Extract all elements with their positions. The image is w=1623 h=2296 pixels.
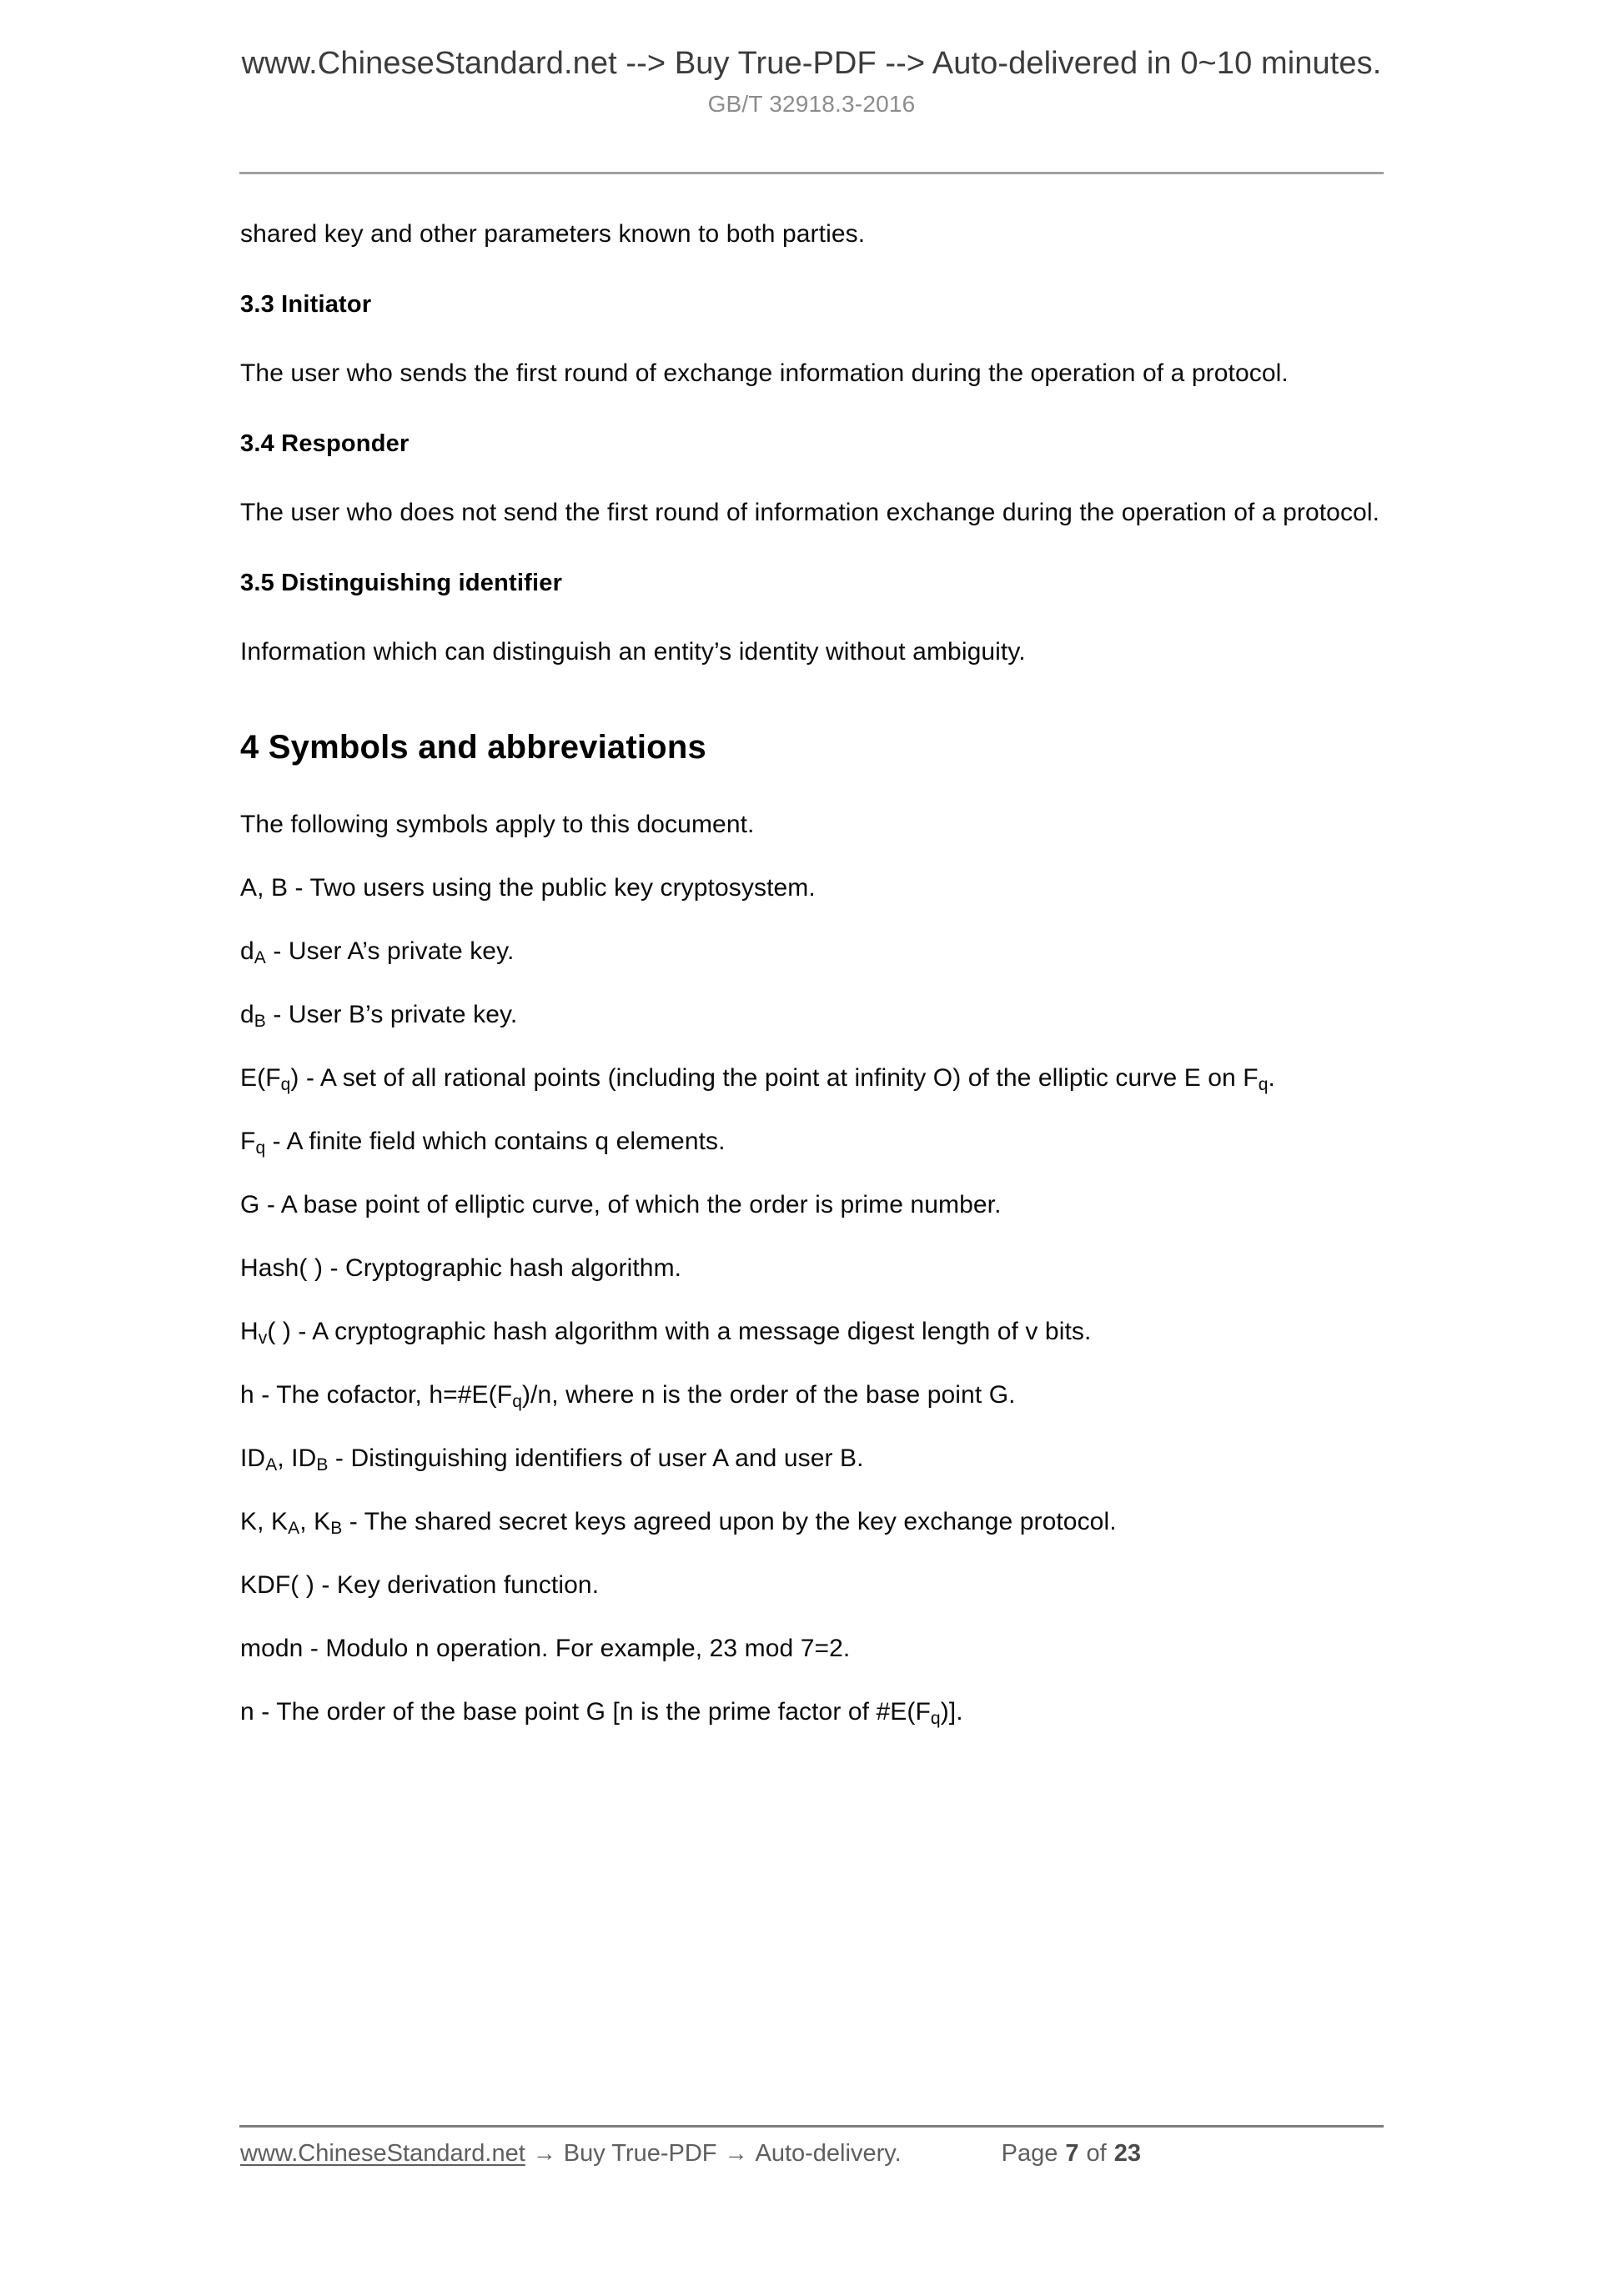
- symbol-text: - User A’s private key.: [265, 937, 515, 965]
- symbol-text: E(F: [240, 1064, 281, 1092]
- continued-paragraph: shared key and other parameters known to both parties.: [240, 220, 866, 248]
- symbol-subscript: q: [512, 1391, 522, 1411]
- section-body-3-4: The user who does not send the first round of information exchange during the operation of a protocol.: [240, 499, 1380, 526]
- spacer: [240, 600, 1383, 633]
- symbol-definition: [240, 1059, 1383, 1097]
- clause-heading-4: 4 Symbols and abbreviations: [240, 729, 706, 766]
- document-body: [240, 215, 1383, 1731]
- spacer: [240, 1667, 1383, 1693]
- symbol-text: , K: [299, 1508, 331, 1535]
- symbol-subscript: B: [330, 1518, 343, 1538]
- header-standard-id: GB/T 32918.3-2016: [707, 91, 916, 117]
- spacer: [240, 1097, 1383, 1123]
- footer-buy-label: Buy True-PDF: [563, 2140, 717, 2167]
- symbol-text: , ID: [277, 1444, 317, 1472]
- spacer: [240, 1350, 1383, 1376]
- page-footer: [240, 2137, 1384, 2170]
- symbol-subscript: B: [254, 1011, 266, 1031]
- header-promo-text: www.ChineseStandard.net --> Buy True-PDF --> Auto-delivered in 0~10 minutes.: [241, 46, 1382, 81]
- symbol-definition: [240, 1439, 1383, 1477]
- footer-site-link[interactable]: www.ChineseStandard.net: [240, 2140, 525, 2167]
- symbol-definition: [240, 1186, 1383, 1223]
- spacer: [240, 843, 1383, 869]
- symbol-text: n - The order of the base point G [n is the prime factor of #E(F: [240, 1698, 931, 1726]
- footer-of-label: of: [1086, 2140, 1107, 2167]
- symbol-subscript: A: [265, 1454, 278, 1475]
- symbol-text: Hash( ) - Cryptographic hash algorithm.: [240, 1254, 682, 1282]
- symbol-text: G - A base point of elliptic curve, of which the order is prime number.: [240, 1191, 1002, 1218]
- symbol-definition-list: [240, 843, 1383, 1731]
- symbol-subscript: q: [930, 1708, 941, 1728]
- symbol-subscript: v: [258, 1328, 268, 1348]
- symbol-subscript: q: [255, 1138, 266, 1158]
- symbol-text: - A finite field which contains q elements.: [265, 1128, 726, 1155]
- spacer: [240, 392, 1383, 427]
- symbol-text: )/n, where n is the order of the base point G.: [521, 1381, 1016, 1409]
- spacer: [240, 531, 1383, 566]
- symbol-text: .: [1268, 1064, 1275, 1092]
- footer-divider: [239, 2125, 1384, 2128]
- spacer: [240, 1033, 1383, 1059]
- spacer: [240, 1160, 1383, 1186]
- symbol-text: K, K: [240, 1508, 289, 1535]
- symbol-text: h - The cofactor, h=#E(F: [240, 1381, 513, 1409]
- symbol-definition: [240, 1249, 1383, 1287]
- arrow-right-icon: →: [532, 2140, 556, 2166]
- symbol-definition: [240, 1566, 1383, 1604]
- symbol-text: KDF( ) - Key derivation function.: [240, 1571, 600, 1599]
- symbol-text: - User B’s private key.: [265, 1001, 518, 1028]
- symbol-definition: [240, 1630, 1383, 1667]
- footer-delivery-label: Auto-delivery.: [755, 2140, 902, 2167]
- spacer: [240, 460, 1383, 494]
- section-body-3-5: Information which can distinguish an entity’s identity without ambiguity.: [240, 638, 1026, 666]
- footer-page-label: Page: [1001, 2140, 1058, 2167]
- symbol-text: d: [240, 1001, 254, 1028]
- section-heading-3-3: 3.3 Initiator: [240, 291, 372, 318]
- section-heading-3-4: 3.4 Responder: [240, 430, 410, 457]
- spacer: [240, 769, 1383, 806]
- symbol-definition: [240, 932, 1383, 970]
- symbol-text: d: [240, 937, 254, 965]
- footer-page-number: 7: [1065, 2140, 1079, 2167]
- section-heading-3-5: 3.5 Distinguishing identifier: [240, 570, 563, 596]
- spacer: [240, 671, 1383, 726]
- arrow-right-icon: →: [724, 2140, 748, 2166]
- symbol-text: ( ) - A cryptographic hash algorithm with a message digest length of v bits.: [267, 1318, 1092, 1345]
- symbol-text: - The shared secret keys agreed upon by the key exchange protocol.: [342, 1508, 1117, 1535]
- symbol-definition: [240, 1123, 1383, 1160]
- clause4-intro: The following symbols apply to this document.: [240, 811, 755, 838]
- symbol-subscript: A: [288, 1518, 300, 1538]
- spacer: [240, 1223, 1383, 1249]
- symbol-text: ID: [240, 1444, 266, 1472]
- section-body-3-3: The user who sends the first round of exchange information during the operation of a protocol.: [240, 359, 1289, 387]
- spacer: [240, 1414, 1383, 1439]
- symbol-text: modn - Modulo n operation. For example, 23 mod 7=2.: [240, 1635, 851, 1662]
- symbol-text: A, B - Two users using the public key cryptosystem.: [240, 874, 816, 902]
- symbol-text: ) - A set of all rational points (including the point at infinity O) of the elliptic curve E on F: [290, 1064, 1259, 1092]
- symbol-definition: [240, 1693, 1383, 1731]
- spacer: [240, 1287, 1383, 1313]
- spacer: [240, 1477, 1383, 1503]
- symbol-text: F: [240, 1128, 256, 1155]
- symbol-definition: [240, 869, 1383, 907]
- symbol-text: )].: [940, 1698, 963, 1726]
- symbol-subscript: q: [1258, 1074, 1269, 1094]
- symbol-definition: [240, 996, 1383, 1033]
- symbol-text: - Distinguishing identifiers of user A and user B.: [328, 1444, 864, 1472]
- spacer: [240, 1604, 1383, 1630]
- spacer: [240, 907, 1383, 932]
- symbol-definition: [240, 1376, 1383, 1414]
- symbol-definition: [240, 1503, 1383, 1540]
- symbol-subscript: A: [254, 947, 266, 967]
- spacer: [240, 970, 1383, 996]
- footer-page-total: 23: [1113, 2140, 1141, 2167]
- page-header: [0, 43, 1623, 118]
- symbol-subscript: B: [316, 1454, 329, 1475]
- spacer: [240, 253, 1383, 288]
- header-divider: [239, 172, 1384, 174]
- symbol-subscript: q: [280, 1074, 291, 1094]
- spacer: [240, 1540, 1383, 1566]
- symbol-definition: [240, 1313, 1383, 1350]
- symbol-text: H: [240, 1318, 259, 1345]
- spacer: [240, 321, 1383, 354]
